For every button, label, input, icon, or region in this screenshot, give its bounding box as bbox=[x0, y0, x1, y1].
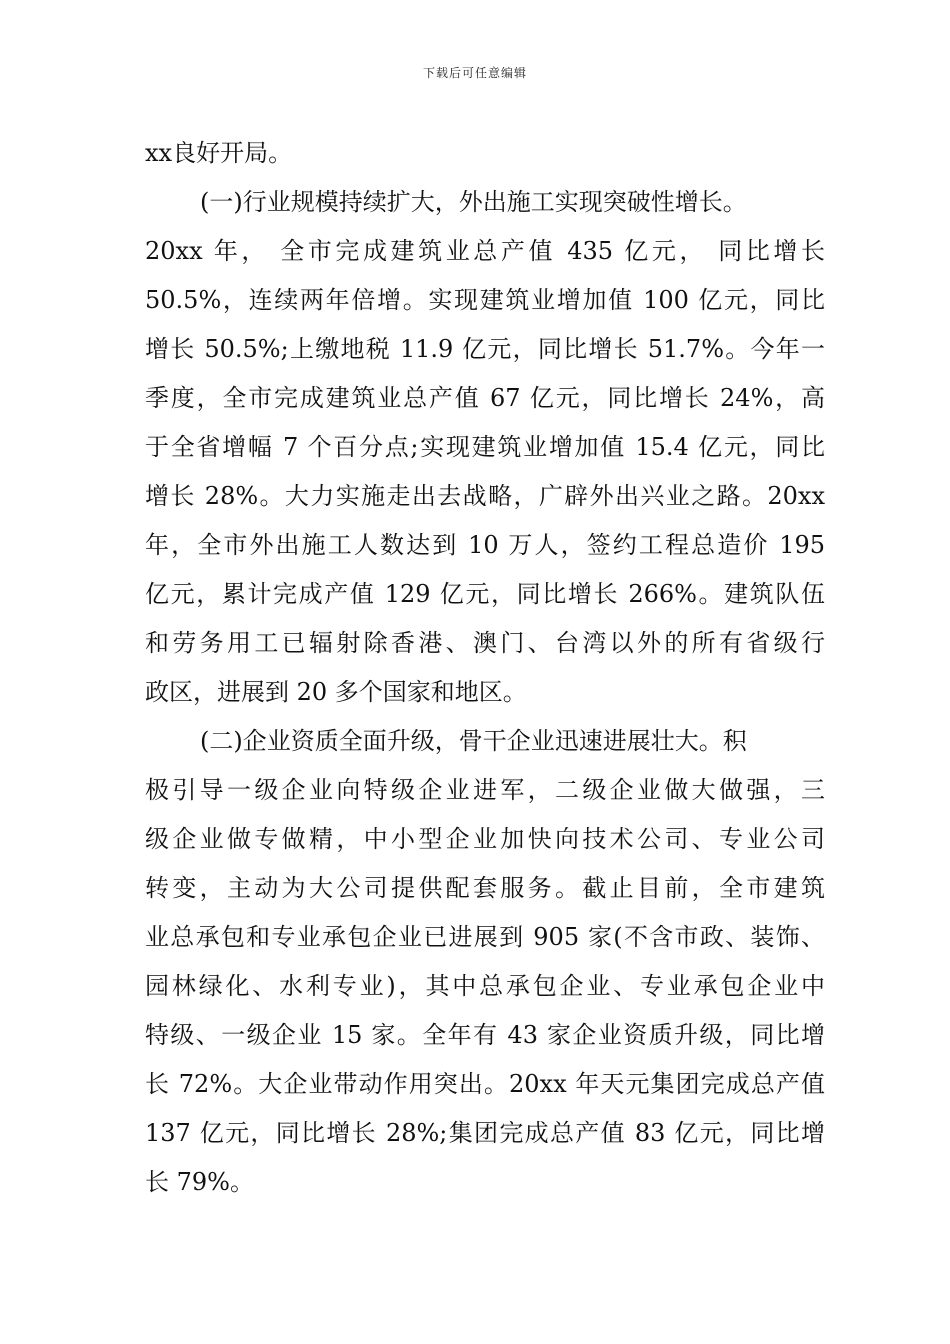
paragraph-heading: (一)行业规模持续扩大，外出施工实现突破性增长。 bbox=[200, 188, 747, 216]
text-line: 增长 28%。大力实施走出去战略，广辟外出兴业之路。20xx bbox=[145, 482, 825, 510]
text-line: 政区，进展到 20 多个国家和地区。 bbox=[145, 678, 527, 706]
text-line: 长 79%。 bbox=[145, 1168, 254, 1196]
text-line: 亿元，累计完成产值 129 亿元，同比增长 266%。建筑队伍 bbox=[145, 580, 825, 608]
text-line: 季度，全市完成建筑业总产值 67 亿元，同比增长 24%，高 bbox=[145, 384, 825, 412]
text-line: 137 亿元，同比增长 28%;集团完成总产值 83 亿元，同比增 bbox=[145, 1119, 825, 1147]
text-line: 转变，主动为大公司提供配套服务。截止目前，全市建筑 bbox=[145, 874, 825, 902]
text-line: 业总承包和专业承包企业已进展到 905 家(不含市政、装饰、 bbox=[145, 923, 825, 951]
text-line: 特级、一级企业 15 家。全年有 43 家企业资质升级，同比增 bbox=[145, 1021, 825, 1049]
text-line: 园林绿化、水利专业)，其中总承包企业、专业承包企业中 bbox=[145, 972, 825, 1000]
text-line: 极引导一级企业向特级企业进军，二级企业做大做强，三 bbox=[145, 776, 825, 804]
page-header-note: 下载后可任意编辑 bbox=[422, 66, 527, 80]
text-line: 增长 50.5%;上缴地税 11.9 亿元，同比增长 51.7%。今年一 bbox=[145, 335, 825, 363]
paragraph-heading: (二)企业资质全面升级，骨干企业迅速进展壮大。积 bbox=[200, 727, 747, 755]
text-line: 级企业做专做精，中小型企业加快向技术公司、专业公司 bbox=[145, 825, 825, 853]
text-line: 长 72%。大企业带动作用突出。20xx 年天元集团完成总产值 bbox=[145, 1070, 825, 1098]
text-line: 50.5%，连续两年倍增。实现建筑业增加值 100 亿元，同比 bbox=[145, 286, 825, 314]
text-line: 和劳务用工已辐射除香港、澳门、台湾以外的所有省级行 bbox=[145, 629, 825, 657]
text-line: xx良好开局。 bbox=[145, 139, 293, 167]
text-line: 于全省增幅 7 个百分点;实现建筑业增加值 15.4 亿元，同比 bbox=[145, 433, 825, 461]
text-line: 20xx 年， 全市完成建筑业总产值 435 亿元， 同比增长 bbox=[145, 237, 825, 265]
text-line: 年，全市外出施工人数达到 10 万人，签约工程总造价 195 bbox=[145, 531, 825, 559]
